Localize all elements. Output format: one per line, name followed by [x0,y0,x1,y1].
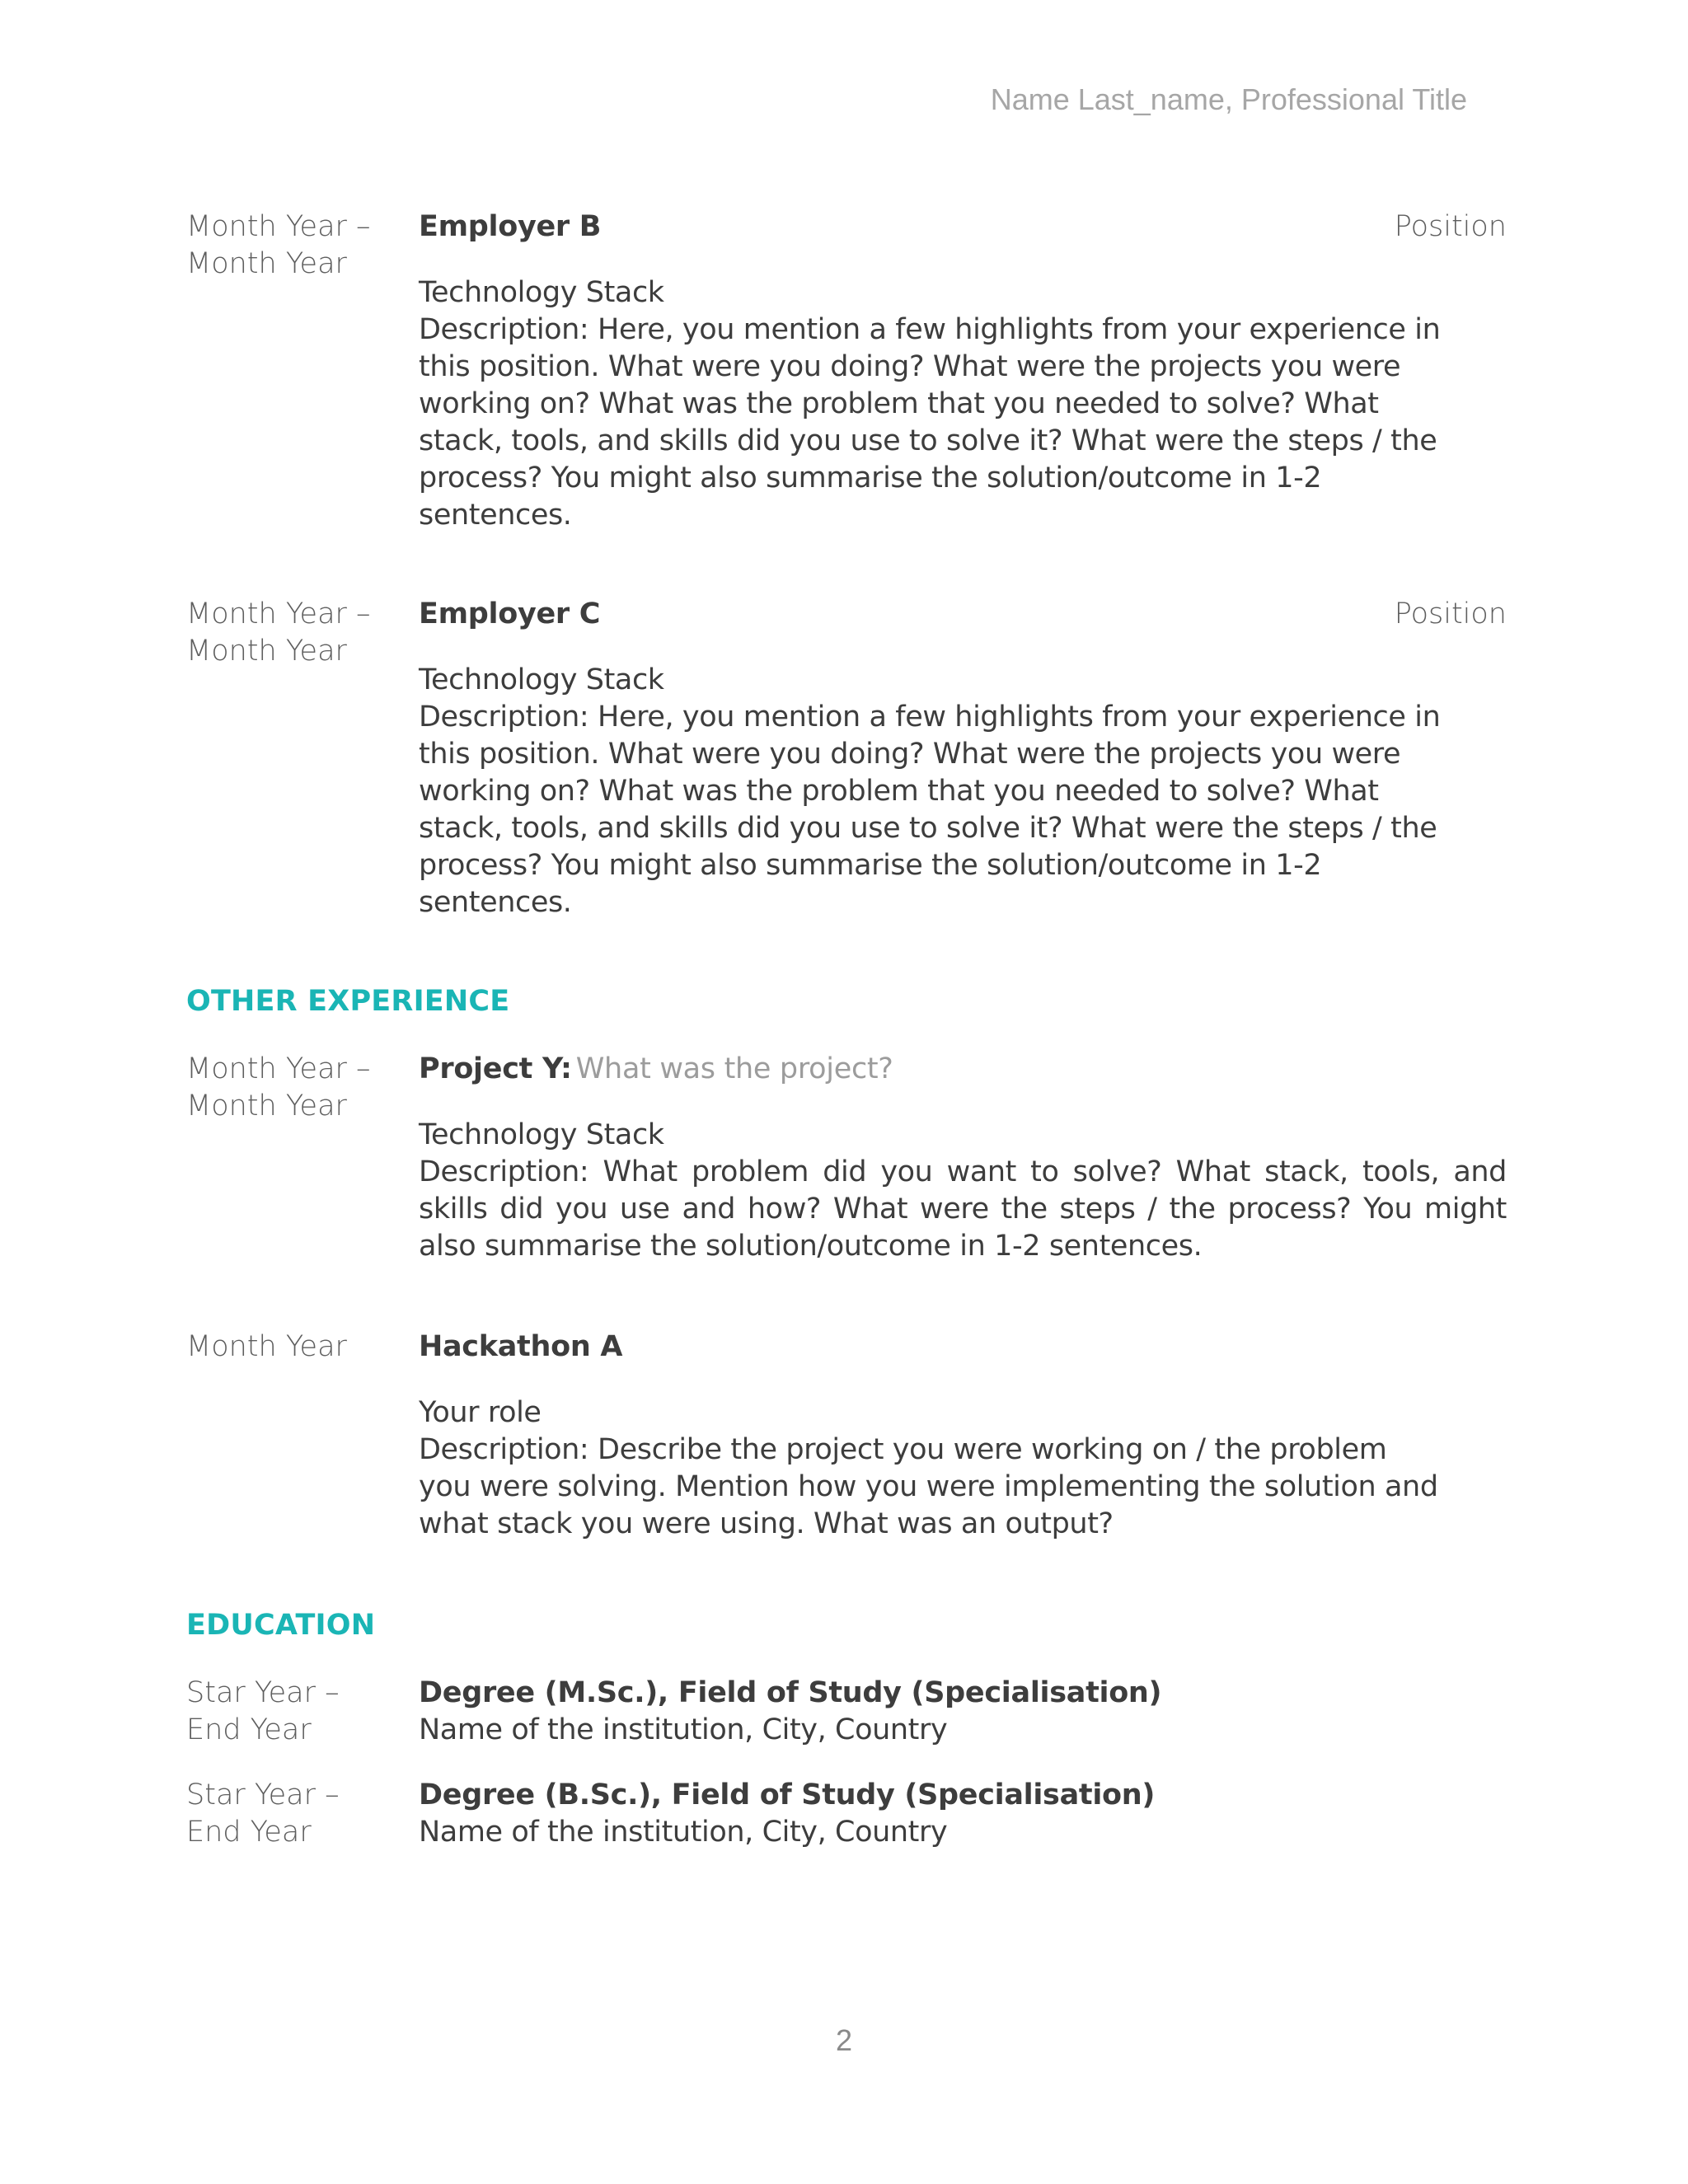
education-entry [186,1777,1507,1855]
description-line: Description: Here, you mention a few highlights from your experience in [419,313,1441,346]
entry-description [419,699,1507,921]
institution-name: Name of the institution, City, Country [419,1816,948,1849]
entry-title-row [419,1051,1507,1088]
degree-title: Degree (M.Sc.), Field of Study (Specialisation) [419,1676,1162,1709]
entry-title-row [419,1675,1507,1712]
entry-dates: Month Year [186,1330,347,1363]
position-label: Position [1394,598,1507,630]
description-line: working on? What was the problem that you needed to solve? What [419,775,1379,808]
description-line: Description: Describe the project you were working on / the problem [419,1433,1387,1466]
description-line: sentences. [419,886,572,919]
description-line: sentences. [419,499,572,532]
description-line: you were solving. Mention how you were implementing the solution and [419,1470,1438,1503]
entry-description: Description: What problem did you want to solve? What stack, tools, and skills did you use and how? What were the steps / the process? You might also summarise the solution/outcome in 1-2 sentences. [419,1155,1507,1263]
technology-stack: Technology Stack [419,276,664,309]
entry-title-row [419,1329,1507,1366]
hackathon-title: Hackathon A [419,1330,623,1363]
employer-name: Employer B [419,210,602,243]
project-question: What was the project? [575,1052,893,1085]
section-heading-other-experience: OTHER EXPERIENCE [186,985,510,1018]
position-label: Position [1394,210,1507,243]
description-line: this position. What were you doing? What were the projects you were [419,350,1401,383]
entry-content [419,1675,1507,1749]
entry-description [419,1432,1507,1543]
description-line: this position. What were you doing? What were the projects you were [419,738,1401,771]
entry-content [419,1329,1507,1543]
description-line: Description: Here, you mention a few highlights from your experience in [419,701,1441,733]
description-line: stack, tools, and skills did you use to solve it? What were the steps / the [419,424,1437,457]
entry-content [419,596,1507,921]
hackathon-entry [186,1329,1507,1559]
entry-content [419,209,1507,534]
project-title: Project Y: [419,1052,572,1085]
description-line: stack, tools, and skills did you use to solve it? What were the steps / the [419,812,1437,845]
entry-dates: Month Year – Month Year [186,598,371,668]
entry-title-row [419,209,1507,246]
degree-title: Degree (B.Sc.), Field of Study (Specialisation) [419,1779,1156,1811]
entry-dates: Star Year – End Year [186,1676,340,1746]
entry-dates: Month Year – Month Year [186,1052,371,1122]
technology-stack: Technology Stack [419,1118,664,1151]
technology-stack: Technology Stack [419,663,664,696]
entry-title-row [419,1777,1507,1814]
page-number: 2 [835,2023,853,2057]
entry-description [419,312,1507,534]
work-entry-employer-b [186,209,1507,538]
education-entry [186,1675,1507,1753]
entry-content [419,1051,1507,1265]
description-line: what stack you were using. What was an output? [419,1507,1114,1540]
entry-content [419,1777,1507,1851]
description-line: working on? What was the problem that you needed to solve? What [419,387,1379,420]
description-line: process? You might also summarise the solution/outcome in 1-2 [419,462,1322,494]
section-heading-education: EDUCATION [186,1609,376,1642]
page-header: Name Last_name, Professional Title [990,82,1467,116]
entry-dates: Star Year – End Year [186,1779,340,1849]
project-entry [186,1051,1507,1282]
work-entry-employer-c [186,596,1507,926]
entry-dates: Month Year – Month Year [186,210,371,280]
employer-name: Employer C [419,598,601,630]
entry-title-row [419,596,1507,633]
hackathon-role: Your role [419,1396,542,1429]
description-line: process? You might also summarise the solution/outcome in 1-2 [419,849,1322,882]
institution-name: Name of the institution, City, Country [419,1713,948,1746]
